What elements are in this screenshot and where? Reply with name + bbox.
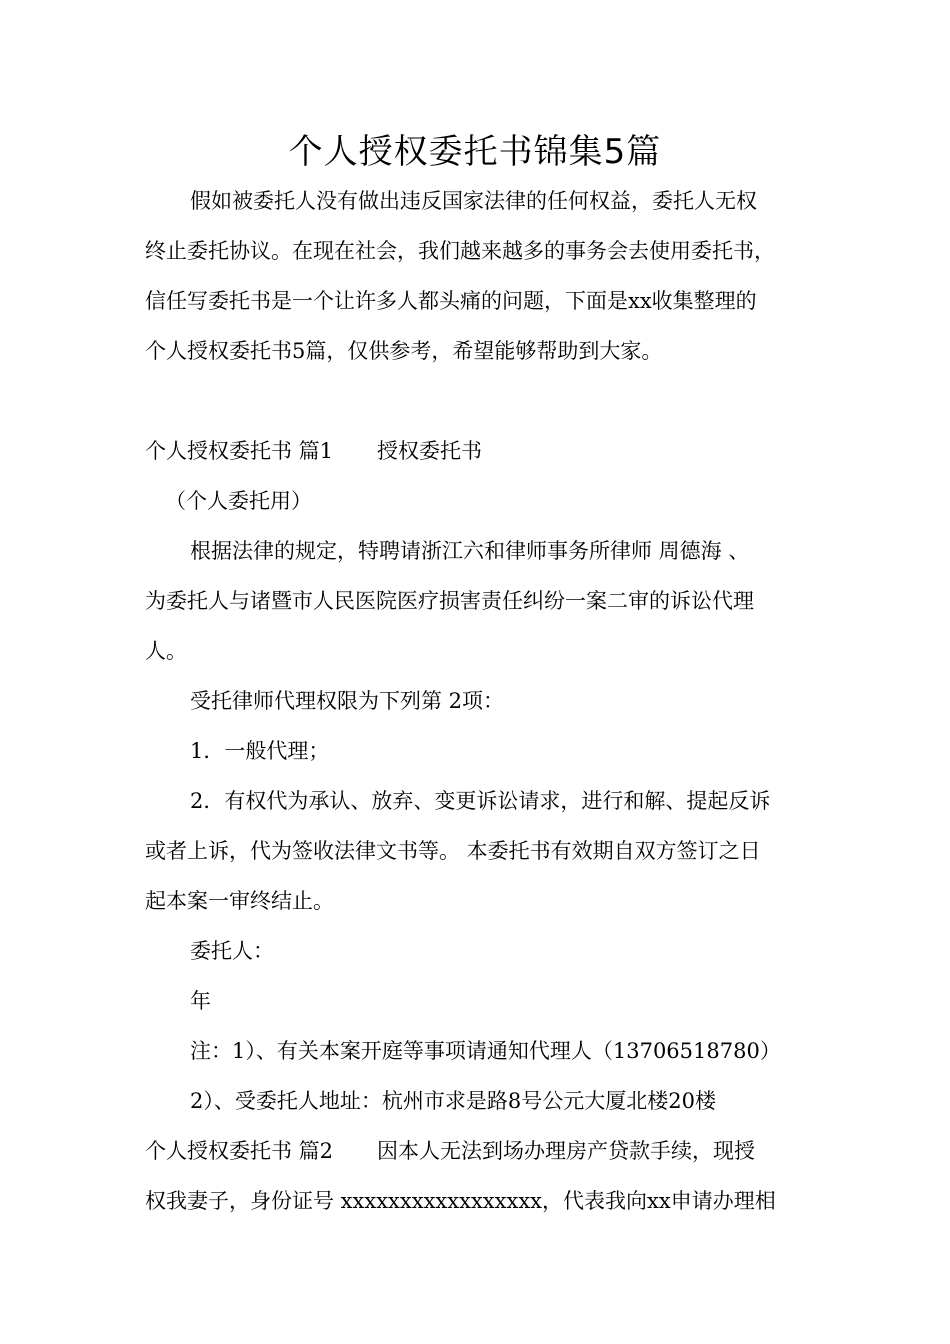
section1-heading: 个人授权委托书 篇1 — [145, 439, 334, 463]
section1-para1-line-3: 人。 — [145, 639, 187, 663]
intro-line-2: 终止委托协议。在现在社会，我们越来越多的事务会去使用委托书， — [145, 239, 775, 263]
section1-year: 年 — [190, 989, 211, 1013]
intro-line-1: 假如被委托人没有做出违反国家法律的任何权益，委托人无权 — [190, 189, 757, 213]
document-title: 个人授权委托书锦集5篇 — [288, 132, 662, 172]
section2-heading: 个人授权委托书 篇2 — [145, 1139, 334, 1163]
section1-item-2-line-2: 或者上诉，代为签收法律文书等。 本委托书有效期自双方签订之日 — [145, 839, 761, 863]
intro-line-4: 个人授权委托书5篇，仅供参考，希望能够帮助到大家。 — [145, 339, 663, 363]
section1-para1-line-1: 根据法律的规定，特聘请浙江六和律师事务所律师 周德海 、 — [190, 539, 750, 563]
section2-heading-line — [145, 1136, 755, 1166]
section2-line-2: 权我妻子，身份证号 xxxxxxxxxxxxxxxxx，代表我向xx申请办理相 — [145, 1189, 776, 1213]
section1-item-2-line-3: 起本案一审终结止。 — [145, 889, 334, 913]
section1-para1-line-2: 为委托人与诸暨市人民医院医疗损害责任纠纷一案二审的诉讼代理 — [145, 589, 754, 613]
intro-line-3: 信任写委托书是一个让许多人都头痛的问题，下面是xx收集整理的 — [145, 289, 757, 313]
section1-subtitle: （个人委托用） — [165, 489, 312, 513]
section1-heading-title: 授权委托书 — [377, 439, 483, 463]
section2-line-1-rest: 因本人无法到场办理房产贷款手续，现授 — [377, 1139, 756, 1163]
section1-scope: 受托律师代理权限为下列第 2项： — [190, 689, 505, 713]
section1-item-1: 1．一般代理； — [190, 739, 330, 763]
section1-note-1: 注：1）、有关本案开庭等事项请通知代理人（13706518780） — [190, 1039, 781, 1063]
section1-item-2-line-1: 2．有权代为承认、放弃、变更诉讼请求，进行和解、提起反诉 — [190, 789, 771, 813]
section1-note-2: 2）、受委托人地址：杭州市求是路8号公元大厦北楼20楼 — [190, 1089, 716, 1113]
section1-signer: 委托人： — [190, 939, 274, 963]
section1-heading-line — [145, 436, 482, 466]
